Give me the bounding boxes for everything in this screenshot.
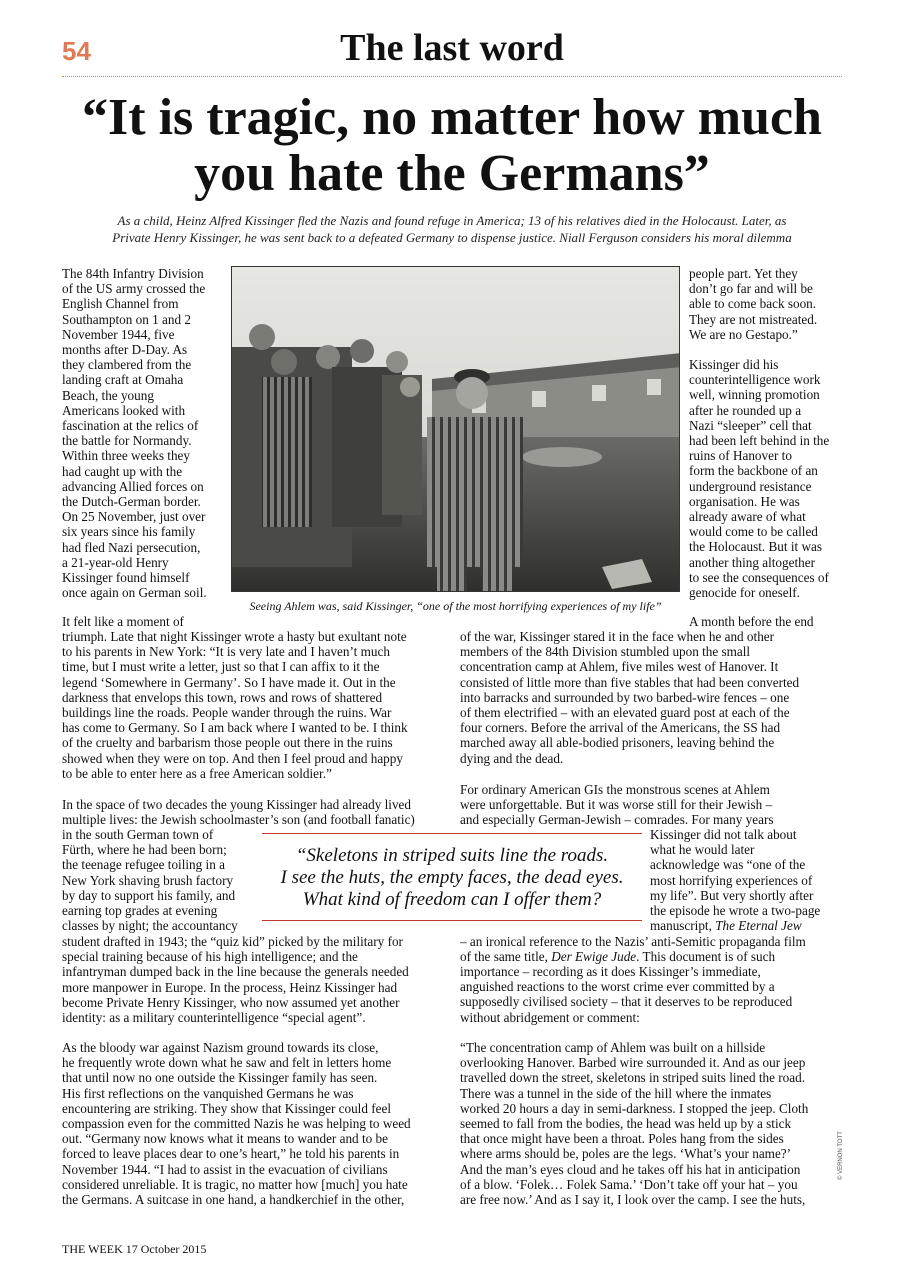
text-line: November 1944. “I had to assist in the evacuation of civilians [62, 1161, 388, 1177]
text-line: once again on German soil. [62, 585, 207, 601]
article-photo [231, 266, 680, 592]
body-col1-p3-bottom [62, 934, 409, 1025]
text-line: anguished reactions to the worst crime ever committed by a [460, 979, 775, 995]
text-line: consisted of little more than five stables that had been converted [460, 674, 800, 690]
headline-line-1: “It is tragic, no matter how much [82, 89, 822, 146]
text-line: And the man’s eyes cloud and he takes off his hat in anticipation [460, 1161, 801, 1177]
text-line: to see the consequences of [689, 569, 829, 585]
text-line: of them electrified – with an elevated guard post at each of the [460, 705, 790, 721]
text-line: We are no Gestapo.” [689, 326, 798, 342]
text-line: On 25 November, just over [62, 509, 206, 525]
text-line: members of the 84th Division stumbled upon the small [460, 644, 751, 660]
text-line: November 1944, five [62, 326, 175, 342]
body-col2-p4-narrow [650, 827, 820, 918]
text-line: fascination at the relics of [62, 418, 199, 434]
text-line: Within three weeks they [62, 448, 191, 464]
body-col2-p4-bottom-2 [460, 949, 775, 964]
ahlem-camp-photo [232, 267, 680, 592]
text-line: English Channel from [62, 296, 179, 312]
text-line: more manpower in Europe. In the process, Heinz Kissinger had [62, 979, 398, 995]
text-line: that once might have been a throat. Poles hang from the sides [460, 1131, 784, 1147]
text-line: of a blow. ‘Folek… Folek Sama.’ ‘Don’t take off your hat – you [460, 1176, 798, 1192]
text-line: well, winning promotion [689, 387, 820, 403]
text-line: were unforgettable. But it was worse still for their Jewish – [460, 797, 773, 813]
pullquote-rule-bottom [262, 920, 642, 921]
text-line: the Germans. A suitcase in one hand, a handkerchief in the other, [62, 1192, 405, 1208]
text-line: another thing altogether [689, 554, 815, 570]
text-run: . This document is of such [636, 949, 776, 964]
pullquote [262, 845, 642, 911]
text-line: a 21-year-old Henry [62, 554, 169, 570]
text-line: In the space of two decades the young Kissinger had already lived [62, 797, 411, 812]
text-run: of the same title, [460, 949, 552, 964]
text-line: buildings line the roads. People wander through the ruins. War [62, 705, 392, 721]
text-line: student drafted in 1943; the “quiz kid” picked by the military for [62, 934, 403, 949]
standfirst-line-2: Private Henry Kissinger, he was sent back to a defeated Germany to dispense justice. Niall Ferguson considers his moral dilemma [112, 230, 792, 245]
body-col2-p4-narrow-last [650, 918, 802, 933]
photo-caption: Seeing Ahlem was, said Kissinger, “one of the most horrifying experiences of my life” [249, 599, 662, 613]
text-line: Americans looked with [62, 402, 186, 418]
text-line: There was a tunnel in the side of the hill where the inmates [460, 1085, 772, 1101]
text-line: become Private Henry Kissinger, who now assumed yet another [62, 994, 400, 1010]
text-line: he frequently wrote down what he saw and felt in letters home [62, 1055, 392, 1071]
text-line: my life”. But very shortly after [650, 887, 814, 903]
text-line: Fürth, where he had been born; [62, 842, 227, 858]
body-col3-p1 [689, 266, 817, 342]
text-line: they clambered from the [62, 357, 192, 373]
text-line: earning top grades at evening [62, 903, 218, 919]
body-col1-p4 [62, 1040, 411, 1207]
body-col2-p3 [460, 629, 799, 766]
text-line: Nazi “sleeper” cell that [689, 417, 812, 433]
text-line: marched away all able-bodied prisoners, leaving behind the [460, 735, 775, 751]
headline-line-2: you hate the Germans” [194, 145, 710, 202]
text-line: of the cruelty and barbarism those people out there in the ruins [62, 735, 393, 751]
text-line: concentration camp at Ahlem, five miles west of Hanover. It [460, 659, 779, 675]
text-line: out. “Germany now knows what it means to wander and to be [62, 1131, 388, 1147]
text-line: importance – recording as it does Kissinger’s immediate, [460, 964, 761, 979]
text-line: counterintelligence work [689, 372, 821, 388]
text-line: legend ‘Somewhere in Germany’. So I have made it. Out in the [62, 674, 396, 690]
text-line: in the south German town of [62, 827, 214, 842]
text-line: of the war, Kissinger stared it in the face when he and other [460, 629, 775, 644]
text-line: New York shaving brush factory [62, 872, 234, 888]
text-line: has come to Germany. So I am back where I wanted to be. I think [62, 720, 408, 736]
text-line: the battle for Normandy. [62, 433, 192, 449]
text-line: As the bloody war against Nazism ground towards its close, [62, 1040, 379, 1055]
text-line: identity: as a military counterintelligence “special agent”. [62, 1010, 366, 1026]
text-line: ruins of Hanover to [689, 448, 792, 464]
text-line: triumph. Late that night Kissinger wrote a hasty but exultant note [62, 629, 407, 644]
text-line: “The concentration camp of Ahlem was built on a hillside [460, 1040, 766, 1055]
film-title-eternal-jew: The Eternal Jew [715, 918, 802, 933]
publication-name: THE WEEK [62, 1242, 123, 1256]
text-line: considered unreliable. It is tragic, no matter how [much] you hate [62, 1176, 408, 1192]
text-line: the Holocaust. But it was [689, 539, 822, 555]
text-line: six years since his family [62, 524, 196, 540]
text-line: the teenage refugee toiling in a [62, 857, 225, 873]
text-line: without abridgement or comment: [460, 1009, 640, 1025]
body-col2-p4-top [460, 782, 773, 828]
text-line: encountering are striking. They show that Kissinger could feel [62, 1100, 391, 1116]
body-col1-p2-start: It felt like a moment of [62, 614, 184, 629]
text-line: what he would later [650, 842, 755, 858]
article-standfirst [62, 212, 842, 246]
text-line: showed when they were on top. And then I feel proud and happy [62, 750, 403, 766]
pullquote-line-1: “Skeletons in striped suits line the roads. [295, 845, 609, 866]
standfirst-line-1: As a child, Heinz Alfred Kissinger fled the Nazis and found refuge in America; 13 of his relatives died in the Holocaust. Later, as [117, 213, 787, 228]
text-line: special training because of his high intelligence; and the [62, 949, 358, 965]
text-line: dying and the dead. [460, 750, 564, 766]
text-line: able to come back soon. [689, 296, 817, 312]
text-line: Kissinger did his [689, 357, 779, 372]
body-col3-p3-start: A month before the end [689, 614, 814, 629]
text-line: months after D-Day. As [62, 342, 188, 358]
page-number: 54 [62, 36, 91, 66]
text-run: manuscript, [650, 918, 716, 933]
text-line: They are not mistreated. [689, 311, 818, 327]
article-headline [62, 90, 842, 202]
text-line: compassion even for the committed Nazis he was helping to weed [62, 1116, 411, 1132]
text-line: The 84th Infantry Division [62, 266, 204, 281]
body-col2-p4-bottom-1: – an ironical reference to the Nazis’ anti-Semitic propaganda film [460, 934, 806, 949]
text-line: forced to leave places dear to one’s heart,” he told his parents in [62, 1146, 400, 1162]
text-line: advancing Allied forces on [62, 478, 204, 494]
text-line: already aware of what [689, 509, 806, 525]
film-title-ewige-jude: Der Ewige Jude [551, 949, 637, 964]
text-line: by day to support his family, and [62, 887, 236, 903]
text-line: Kissinger did not talk about [650, 827, 797, 842]
text-line: had fled Nazi persecution, [62, 539, 201, 555]
body-col1-p2 [62, 629, 408, 781]
text-line: seemed to fall from the bodies, the head was held up by a stick [460, 1116, 792, 1132]
body-col2-p5 [460, 1040, 808, 1207]
text-line: had caught up with the [62, 463, 183, 479]
text-line: travelled down the street, skeletons in striped suits lined the road. [460, 1070, 805, 1086]
body-col2-p4-bottom [460, 964, 792, 1025]
text-line: to his parents in New York: “It is very late and I haven’t much [62, 644, 390, 660]
text-line: into barracks and surrounded by two barbed-wire fences – one [460, 689, 790, 705]
text-line: For ordinary American GIs the monstrous scenes at Ahlem [460, 782, 770, 797]
pullquote-rule-top [262, 833, 642, 834]
body-col1-p3-top [62, 797, 415, 827]
text-line: the episode he wrote a two-page [650, 903, 821, 919]
body-col1-intro [62, 266, 207, 600]
text-line: multiple lives: the Jewish schoolmaster’s son (and football fanatic) [62, 812, 415, 828]
text-line: worked 20 hours a day in semi-darkness. I stopped the jeep. Cloth [460, 1100, 809, 1116]
text-line: of the US army crossed the [62, 281, 206, 297]
text-line: after he rounded up a [689, 402, 802, 418]
text-line: where arms should be, poles are the legs. ‘What’s your name?’ [460, 1146, 792, 1162]
text-line: don’t go far and will be [689, 281, 813, 297]
text-line: and especially German-Jewish – comrades. For many years [460, 812, 774, 828]
body-col1-p3-narrow [62, 827, 238, 933]
text-line: form the backbone of an [689, 463, 818, 479]
text-line: underground resistance [689, 478, 812, 494]
text-line: Southampton on 1 and 2 [62, 311, 191, 327]
text-line: organisation. He was [689, 493, 800, 509]
pullquote-line-3: What kind of freedom can I offer them? [302, 889, 602, 910]
text-line: time, but I must write a letter, just so that I can affix to it the [62, 659, 380, 675]
text-line: would come to be called [689, 524, 818, 540]
text-line: four corners. Before the arrival of the Americans, the SS had [460, 720, 781, 736]
pullquote-line-2: I see the huts, the empty faces, the dead eyes. [280, 867, 624, 888]
header-divider [62, 76, 842, 77]
text-line: had been left behind in the [689, 433, 830, 449]
text-line: darkness that envelops this town, rows and rows of shattered [62, 689, 383, 705]
text-line: Kissinger found himself [62, 570, 190, 586]
text-line: most horrifying experiences of [650, 872, 813, 888]
text-line: to be able to enter here as a free American soldier.” [62, 765, 332, 781]
text-line: acknowledge was “one of the [650, 857, 806, 873]
text-line: are free now.’ And as I say it, I look over the camp. I see the huts, [460, 1192, 806, 1208]
text-line: supposedly civilised society – that it deserves to be reproduced [460, 994, 793, 1010]
text-line: classes by night; the accountancy [62, 918, 238, 934]
text-line: infantryman dumped back in the line because the generals needed [62, 964, 409, 980]
section-title: The last word [340, 27, 564, 69]
text-line: people part. Yet they [689, 266, 798, 281]
text-line: that until now no one outside the Kissinger family has seen. [62, 1070, 378, 1086]
text-line: overlooking Hanover. Barbed wire surrounded it. And as our jeep [460, 1055, 806, 1071]
photo-credit: © VERNON TOTT [838, 1131, 844, 1180]
text-line: genocide for oneself. [689, 585, 800, 601]
issue-date: 17 October 2015 [125, 1242, 207, 1256]
text-line: landing craft at Omaha [62, 372, 184, 388]
body-col3-p2 [689, 357, 829, 600]
text-line: Beach, the young [62, 387, 154, 403]
text-line: His first reflections on the vanquished Germans he was [62, 1085, 354, 1101]
page-footer [62, 1242, 206, 1257]
text-line: the Dutch-German border. [62, 494, 201, 510]
